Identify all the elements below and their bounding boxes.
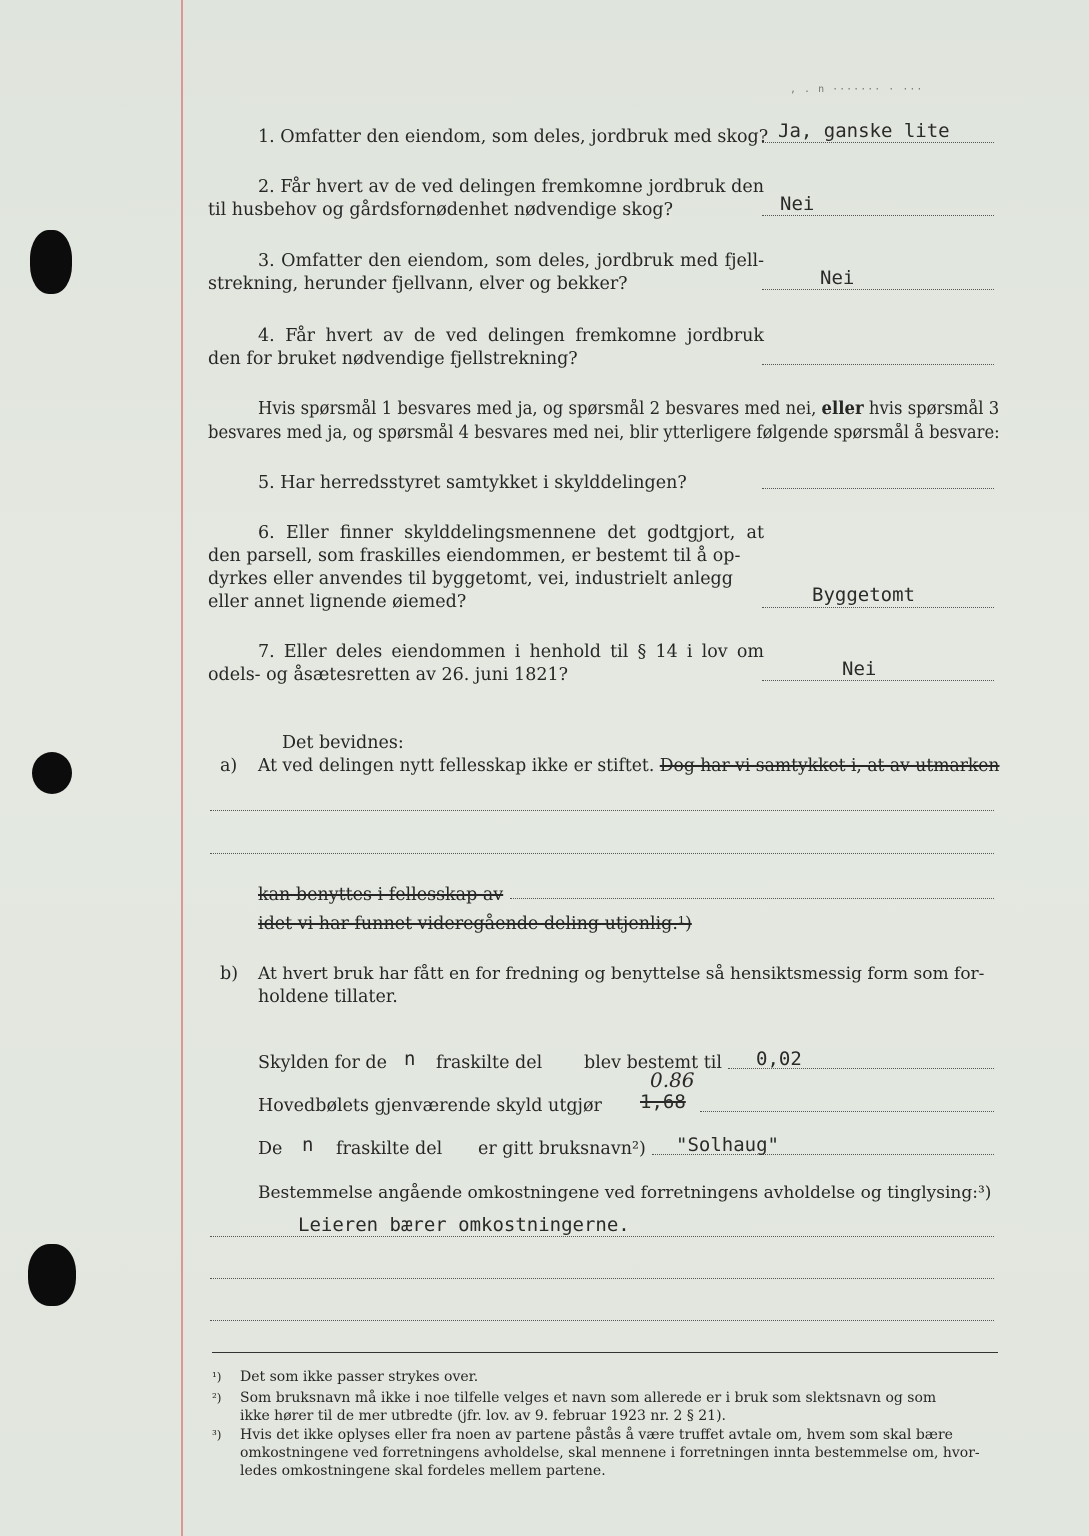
blank-line-1: [210, 810, 994, 811]
question-5: 5. Har herredsstyret samtykket i skylddelingen?: [258, 473, 687, 493]
cost-line-2: [210, 1278, 994, 1279]
certification-b-label: b): [220, 964, 239, 984]
condition-text-a: Hvis spørsmål 1 besvares med ja, og spørsmål 2 besvares med nei,: [258, 399, 822, 419]
margin-line: [181, 0, 183, 1536]
certification-b-line2: holdene tillater.: [258, 987, 398, 1007]
question-2-line2: til husbehov og gårdsfornødenhet nødvendige skog?: [208, 200, 673, 220]
skyld-line1-value: 0,02: [756, 1048, 802, 1070]
punch-hole-middle: [32, 752, 72, 794]
skyld-line2-label: Hovedbølets gjenværende skyld utgjør: [258, 1096, 602, 1116]
question-1: 1. Omfatter den eiendom, som deles, jordbruk med skog?: [258, 127, 769, 147]
answer-6: Byggetomt: [812, 584, 915, 606]
condition-text-b: hvis spørsmål 3: [863, 399, 1000, 419]
skyld-line2-new: 0.86: [650, 1068, 695, 1092]
skyld-line1-suffix: blev bestemt til: [584, 1053, 722, 1073]
cost-line-3: [210, 1320, 994, 1321]
question-6-line3: dyrkes eller anvendes til byggetomt, vei, industrielt anlegg: [208, 569, 733, 589]
cost-line-1: [210, 1236, 994, 1237]
struck-line-2: kan benyttes i fellesskap av: [258, 885, 504, 905]
question-7-line1: 7. Eller deles eiendommen i henhold til § 14 i lov om: [258, 642, 764, 662]
skyld-line3-prefix: De: [258, 1139, 283, 1159]
answer-line-3: [762, 289, 994, 290]
footnote-rule: [212, 1352, 998, 1353]
footnote-1-num: ¹): [212, 1370, 222, 1384]
footnote-3-line2: omkostningene ved forretningens avholdelse, skal mennene i forretningen innta bestemmelse om, hvor-: [240, 1445, 980, 1461]
footnote-2-num: ²): [212, 1391, 222, 1405]
certification-a-line: [258, 755, 999, 777]
answer-2: Nei: [780, 193, 815, 215]
certification-a-struck: Dog har vi samtykket i, at av utmarken: [659, 756, 1000, 776]
footnote-3-num: ³): [212, 1428, 222, 1442]
answer-3: Nei: [820, 267, 855, 289]
answer-line-4: [762, 364, 994, 365]
certification-b-line1: At hvert bruk har fått en for fredning og benyttelse så hensiktsmessig form som for-: [258, 964, 985, 984]
certification-a-text: At ved delingen nytt fellesskap ikke er stiftet.: [258, 756, 655, 776]
punch-hole-top: [30, 230, 72, 294]
skyld-line3-fill: n: [302, 1134, 314, 1156]
question-7-line2: odels- og åsætesretten av 26. juni 1821?: [208, 665, 568, 685]
answer-line-7: [762, 680, 994, 681]
struck-line-3: idet vi har funnet videregående deling utjenlig.¹): [258, 914, 692, 934]
certification-a-label: a): [220, 756, 238, 776]
punch-hole-bottom: [28, 1244, 76, 1306]
question-4-line1: 4. Får hvert av de ved delingen fremkomne jordbruk: [258, 326, 764, 346]
answer-line-1: [762, 142, 994, 143]
question-4-line2: den for bruket nødvendige fjellstrekning?: [208, 349, 578, 369]
question-6-line1: 6. Eller finner skylddelingsmennene det godtgjort, at: [258, 523, 764, 543]
question-3-line2: strekning, herunder fjellvann, elver og bekker?: [208, 274, 628, 294]
footnote-2-line2: ikke hører til de mer utbredte (jfr. lov. av 9. februar 1923 nr. 2 § 21).: [240, 1408, 727, 1424]
answer-line-2: [762, 215, 994, 216]
answer-line-6: [762, 607, 994, 608]
condition-bold: eller: [821, 399, 864, 419]
certification-intro: Det bevidnes:: [282, 733, 404, 753]
footnote-1-line1: Det som ikke passer strykes over.: [240, 1369, 479, 1385]
answer-1: Ja, ganske lite: [778, 120, 950, 142]
question-6-line2: den parsell, som fraskilles eiendommen, er bestemt til å op-: [208, 546, 741, 566]
condition-line1: [258, 398, 999, 420]
skyld-line1-prefix: Skylden for de: [258, 1053, 387, 1073]
skyld-line3-mid: fraskilte del: [336, 1139, 443, 1159]
cost-label: Bestemmelse angående omkostningene ved forretningens avholdelse og tinglysing:³): [258, 1183, 992, 1203]
blank-line-3: [510, 898, 994, 899]
footnote-3-line3: ledes omkostningene skal fordeles mellem partene.: [240, 1463, 606, 1479]
condition-line2: besvares med ja, og spørsmål 4 besvares med nei, blir ytterligere følgende spørsmål å besvare:: [208, 423, 1000, 443]
skyld-line3-value: "Solhaug": [676, 1134, 779, 1156]
skyld-line1-fill: n: [404, 1048, 416, 1070]
footnote-3-line1: Hvis det ikke oplyses eller fra noen av partene påstås å være truffet avtale om, hvem som skal bære: [240, 1427, 953, 1443]
answer-line-5: [762, 488, 994, 489]
question-6-line4: eller annet lignende øiemed?: [208, 592, 467, 612]
question-2-line1: 2. Får hvert av de ved delingen fremkomne jordbruk den: [258, 177, 764, 197]
skyld-line3-suffix: er gitt bruksnavn²): [478, 1139, 646, 1159]
skyld-line1-mid: fraskilte del: [436, 1053, 543, 1073]
skyld-line2-old: 1,68: [640, 1091, 686, 1113]
blank-line-2: [210, 853, 994, 854]
skyld-line2-dots: [700, 1111, 994, 1112]
cost-value: Leieren bærer omkostningerne.: [298, 1214, 630, 1236]
header-scribble: ‚ . n ······· · ···: [790, 84, 924, 95]
question-3-line1: 3. Omfatter den eiendom, som deles, jordbruk med fjell-: [258, 251, 764, 271]
footnote-2-line1: Som bruksnavn må ikke i noe tilfelle velges et navn som allerede er i bruk som slektsnavn og som: [240, 1390, 937, 1406]
answer-7: Nei: [842, 658, 877, 680]
